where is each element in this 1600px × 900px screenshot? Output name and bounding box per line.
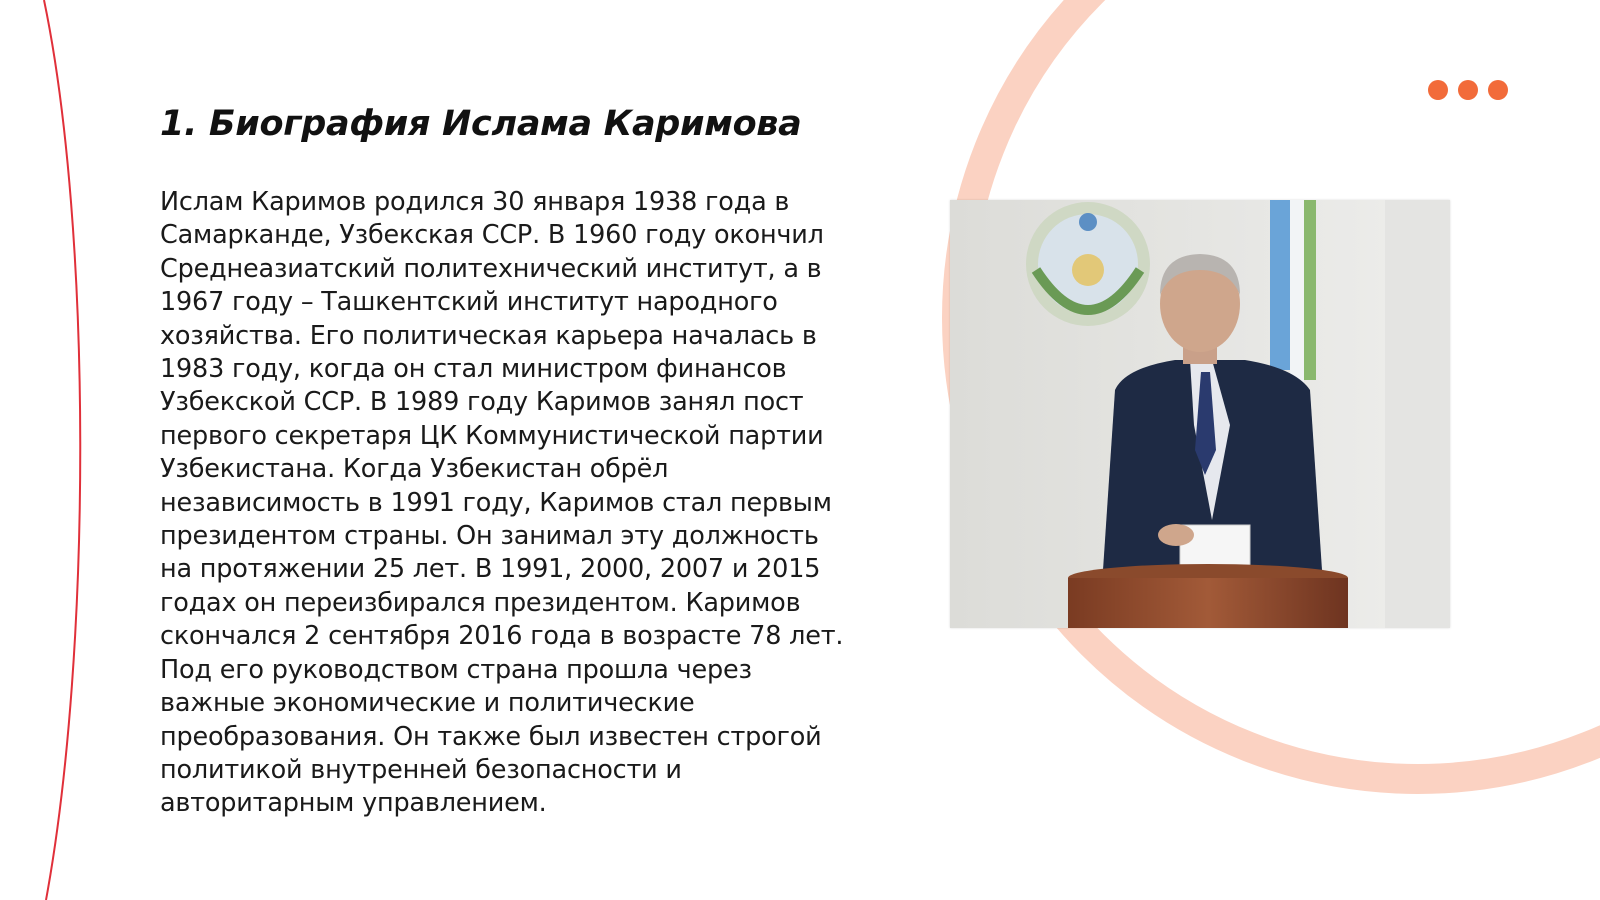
more-dots-icon [1428, 80, 1508, 100]
dot [1428, 80, 1448, 100]
biography-text: Ислам Каримов родился 30 января 1938 года в Самарканде, Узбекская ССР. В 1960 году окончил Среднеазиатский политехнический институт, а в 1967 году – Ташкентский институт народного хозяйства. Его политическая карьера началась в 1983 году, когда он стал министром финансов Узбекской ССР. В 1989 году Каримов занял пост первого секретаря ЦК Коммунистической партии Узбекистана. Когда Узбекистан обрёл независимость в 1991 году, Каримов стал первым президентом страны. Он занимал эту должность на протяжении 25 лет. В 1991, 2000, 2007 и 2015 годах он переизбирался президентом. Каримов скончался 2 сентября 2016 года в возрасте 78 лет. Под его руководством страна прошла через важные экономические и политические преобразования. Он также был известен строгой политикой внутренней безопасности и авторитарным управлением. [160, 187, 844, 819]
dot [1488, 80, 1508, 100]
slide-title: 1. Биография Ислама Каримова [160, 104, 802, 144]
left-red-curve [44, 0, 80, 900]
dot [1458, 80, 1478, 100]
karimov-voting-photo [950, 200, 1450, 628]
